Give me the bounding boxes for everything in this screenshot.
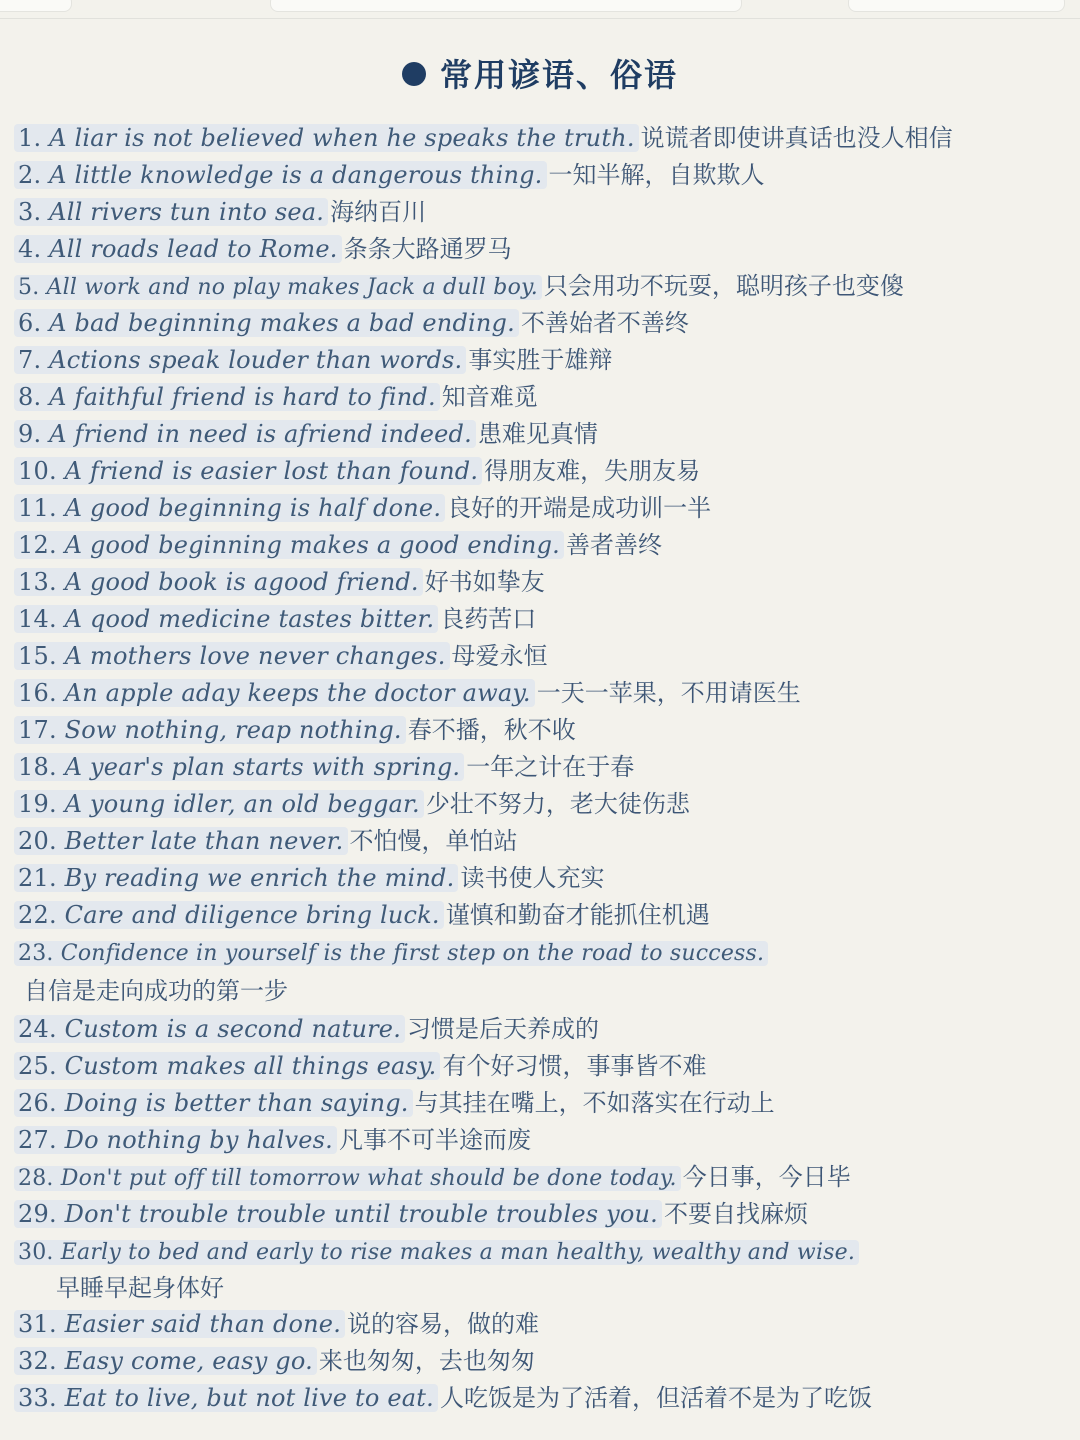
proverb-chinese: 母爱永恒	[451, 642, 548, 670]
proverb-chinese: 说的容易，做的难	[347, 1310, 540, 1338]
proverb-english: 7. Actions speak louder than words.	[14, 346, 466, 374]
list-item	[14, 897, 1064, 934]
list-item	[14, 231, 1064, 268]
proverb-chinese: 凡事不可半途而废	[338, 1126, 531, 1154]
proverb-english: 30. Early to bed and early to rise makes a man healthy, wealthy and wise.	[14, 1240, 859, 1265]
proverb-english: 31. Easier said than done.	[14, 1310, 345, 1338]
proverb-chinese-continued: 早睡早起身体好	[56, 1274, 224, 1302]
proverb-chinese: 患难见真情	[477, 420, 598, 448]
tab-right[interactable]	[848, 0, 1065, 12]
proverb-chinese: 良药苦口	[440, 605, 537, 633]
proverb-chinese-continued: 自信是走向成功的第一步	[24, 977, 288, 1005]
proverb-english: 13. A good book is agood friend.	[14, 568, 423, 596]
proverb-chinese: 海纳百川	[330, 198, 427, 226]
list-item	[14, 934, 1064, 971]
proverb-chinese: 一年之计在于春	[466, 753, 635, 781]
list-item	[14, 1380, 1064, 1417]
proverb-english: 25. Custom makes all things easy.	[14, 1052, 440, 1080]
tab-left[interactable]	[0, 0, 72, 12]
proverb-english: 19. A young idler, an old beggar.	[14, 790, 424, 818]
list-item	[14, 786, 1064, 823]
proverb-english: 4. All roads lead to Rome.	[14, 235, 342, 263]
list-item	[14, 1159, 1064, 1196]
proverb-english: 32. Easy come, easy go.	[14, 1347, 317, 1375]
proverb-chinese: 少壮不努力，老大徒伤悲	[425, 790, 690, 818]
list-item	[14, 379, 1064, 416]
list-item	[14, 305, 1064, 342]
proverb-chinese: 事实胜于雄辩	[468, 346, 613, 374]
proverb-english: 9. A friend in need is afriend indeed.	[14, 420, 476, 448]
proverb-chinese: 不怕慢，单怕站	[349, 827, 518, 855]
proverb-chinese: 好书如挚友	[424, 568, 545, 596]
proverb-english: 6. A bad beginning makes a bad ending.	[14, 309, 519, 337]
list-item	[14, 675, 1064, 712]
proverb-chinese: 人吃饭是为了活着，但活着不是为了吃饭	[439, 1384, 872, 1412]
list-item	[14, 1196, 1064, 1233]
proverb-english: 11. A good beginning is half done.	[14, 494, 445, 522]
proverb-english: 33. Eat to live, but not live to eat.	[14, 1384, 438, 1412]
proverb-chinese: 不善始者不善终	[520, 309, 689, 337]
list-item	[14, 527, 1064, 564]
proverb-english: 16. An apple aday keeps the doctor away.	[14, 679, 535, 707]
page-title	[0, 50, 1080, 96]
proverb-chinese: 与其挂在嘴上，不如落实在行动上	[414, 1089, 775, 1117]
proverb-chinese: 条条大路通罗马	[343, 235, 512, 263]
proverb-english: 5. All work and no play makes Jack a dull boy.	[14, 275, 542, 300]
proverb-chinese: 有个好习惯，事事皆不难	[442, 1052, 707, 1080]
list-item	[14, 1048, 1064, 1085]
proverb-chinese: 习惯是后天养成的	[407, 1015, 600, 1043]
list-item	[14, 342, 1064, 379]
list-item	[14, 601, 1064, 638]
list-item	[14, 416, 1064, 453]
list-item	[14, 638, 1064, 675]
proverb-english: 12. A good beginning makes a good ending.	[14, 531, 564, 559]
proverb-english: 23. Confidence in yourself is the first step on the road to success.	[14, 941, 768, 966]
list-item	[14, 823, 1064, 860]
proverb-english: 10. A friend is easier lost than found.	[14, 457, 482, 485]
page-title-text: 常用谚语、俗语	[439, 56, 678, 94]
proverb-english: 17. Sow nothing, reap nothing.	[14, 716, 406, 744]
bullet-dot-icon	[402, 62, 426, 86]
proverb-english: 3. All rivers tun into sea.	[14, 198, 328, 226]
list-item	[14, 157, 1064, 194]
proverb-chinese: 一天一苹果，不用请医生	[536, 679, 801, 707]
proverb-chinese: 春不播，秋不收	[407, 716, 576, 744]
proverb-english: 20. Better late than never.	[14, 827, 348, 855]
proverb-english: 24. Custom is a second nature.	[14, 1015, 405, 1043]
proverb-english: 8. A faithful friend is hard to find.	[14, 383, 440, 411]
tab-middle[interactable]	[270, 0, 742, 12]
proverb-chinese: 一知半解，自欺欺人	[548, 161, 765, 189]
proverb-chinese: 知音难觅	[441, 383, 538, 411]
proverb-english: 14. A qood medicine tastes bitter.	[14, 605, 438, 633]
proverb-english: 29. Don't trouble trouble until trouble troubles you.	[14, 1200, 662, 1228]
list-item	[14, 490, 1064, 527]
list-item	[14, 749, 1064, 786]
proverb-english: 27. Do nothing by halves.	[14, 1126, 337, 1154]
list-item	[14, 1343, 1064, 1380]
proverb-english: 21. By reading we enrich the mind.	[14, 864, 458, 892]
list-item	[14, 712, 1064, 749]
proverb-english: 22. Care and diligence bring luck.	[14, 901, 444, 929]
list-item	[14, 860, 1064, 897]
proverb-english: 18. A year's plan starts with spring.	[14, 753, 464, 781]
list-item	[14, 1122, 1064, 1159]
proverb-chinese: 善者善终	[565, 531, 662, 559]
top-tab-strip	[0, 0, 1080, 19]
proverb-chinese: 今日事，今日毕	[682, 1163, 851, 1191]
list-item	[14, 268, 1064, 305]
proverb-chinese: 得朋友难，失朋友易	[484, 457, 701, 485]
proverb-chinese: 良好的开端是成功训一半	[447, 494, 712, 522]
list-item	[14, 1085, 1064, 1122]
proverb-chinese: 谨慎和勤奋才能抓住机遇	[445, 901, 710, 929]
proverb-chinese: 读书使人充实	[460, 864, 605, 892]
proverb-english: 28. Don't put off till tomorrow what should be done today.	[14, 1166, 681, 1191]
list-item	[14, 1233, 1064, 1270]
list-item	[14, 120, 1064, 157]
list-item	[14, 1306, 1064, 1343]
proverb-english: 15. A mothers love never changes.	[14, 642, 450, 670]
proverb-chinese: 不要自找麻烦	[663, 1200, 808, 1228]
list-item	[14, 1011, 1064, 1048]
proverb-chinese: 说谎者即使讲真话也没人相信	[640, 124, 953, 152]
list-item	[14, 453, 1064, 490]
proverb-english: 2. A little knowledge is a dangerous thing.	[14, 161, 547, 189]
list-item	[14, 564, 1064, 601]
list-item	[14, 194, 1064, 231]
proverb-chinese: 来也匆匆，去也匆匆	[318, 1347, 535, 1375]
proverb-list	[14, 120, 1064, 1417]
proverb-english: 26. Doing is better than saying.	[14, 1089, 413, 1117]
proverb-english: 1. A liar is not believed when he speaks the truth.	[14, 124, 639, 152]
proverb-chinese: 只会用功不玩耍，聪明孩子也变傻	[543, 272, 904, 300]
